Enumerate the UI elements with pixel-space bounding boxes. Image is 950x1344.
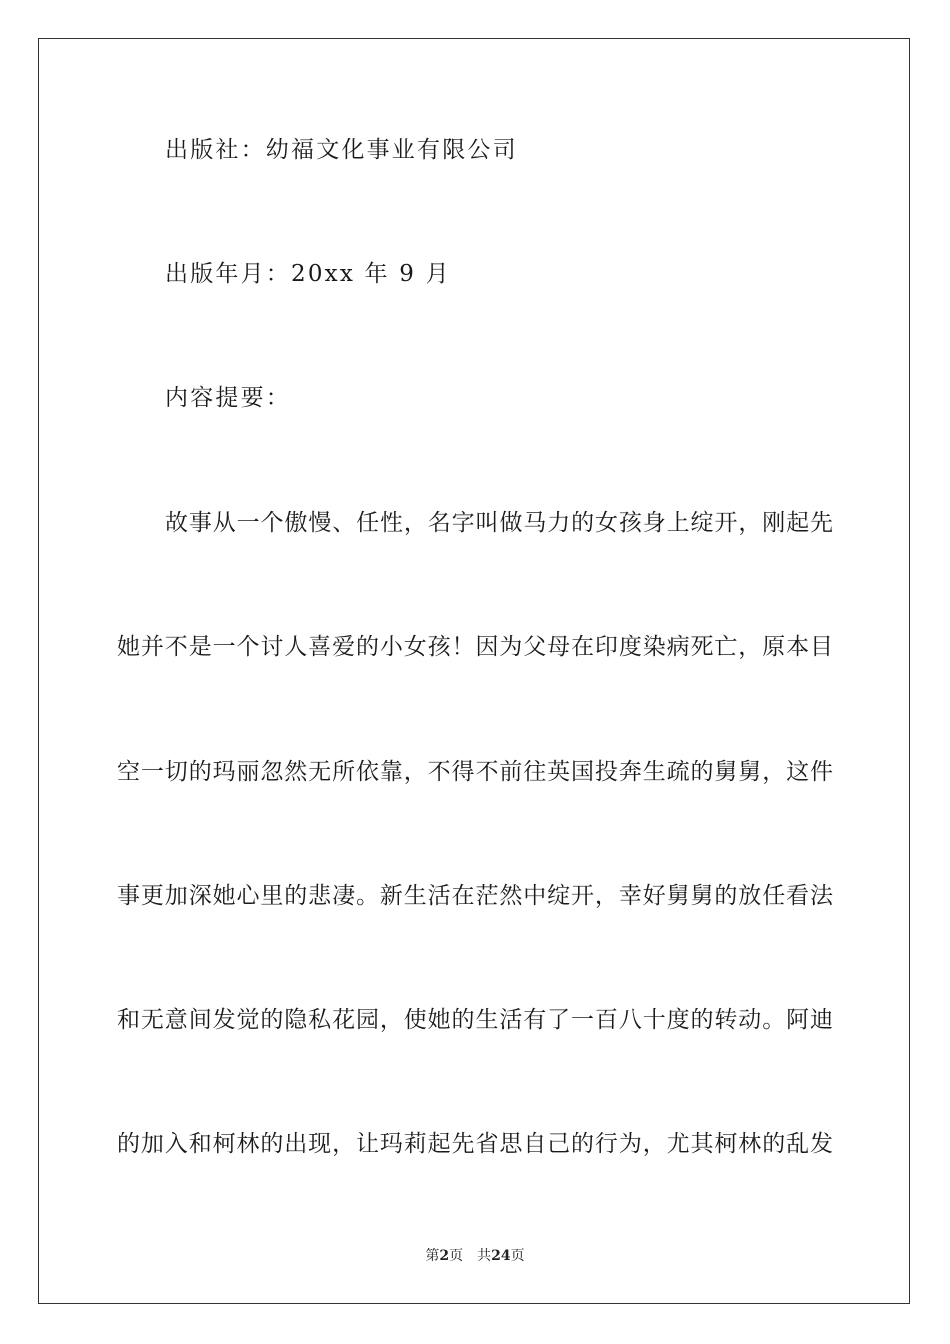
paragraph-line: 和无意间发觉的隐私花园，使她的生活有了一百八十度的转动。阿迪: [117, 1007, 833, 1033]
paragraph-line: 她并不是一个讨人喜爱的小女孩！因为父母在印度染病死亡，原本目: [117, 634, 833, 660]
paragraph-line: 的加入和柯林的出现，让玛莉起先省思自己的行为，尤其柯林的乱发: [117, 1131, 833, 1157]
total-pages-number: 24: [491, 1248, 511, 1264]
page-footer: [0, 1247, 950, 1265]
page-suffix: 页: [449, 1248, 464, 1264]
paragraph-line: 故事从一个傲慢、任性，名字叫做马力的女孩身上绽开，刚起先: [165, 510, 833, 536]
total-prefix: 共: [477, 1248, 492, 1264]
current-page-number: 2: [439, 1248, 450, 1264]
paragraph-line: 空一切的玛丽忽然无所依靠，不得不前往英国投奔生疏的舅舅，这件: [117, 759, 833, 785]
page-border: [38, 38, 910, 1304]
publication-date-line: 出版年月：20xx 年 9 月: [165, 261, 451, 287]
page-prefix: 第: [425, 1248, 440, 1264]
total-suffix: 页: [510, 1248, 525, 1264]
paragraph-line: 事更加深她心里的悲凄。新生活在茫然中绽开，幸好舅舅的放任看法: [117, 883, 833, 909]
publisher-line: 出版社：幼福文化事业有限公司: [165, 137, 518, 163]
summary-heading: 内容提要：: [165, 385, 291, 411]
